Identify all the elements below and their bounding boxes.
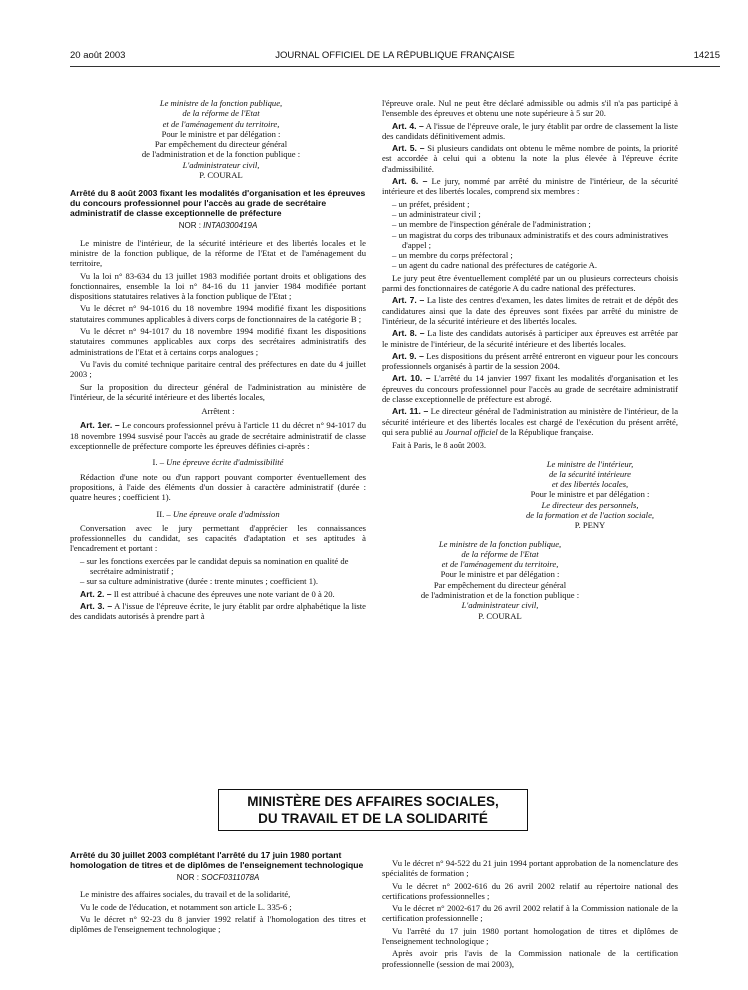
signature-line: de l'administration et de la fonction publique : [141,149,301,160]
nor-label: NOR : [176,873,199,882]
paragraph: Vu l'arrêté du 17 juin 1980 portant homologation de titres et diplômes de l'enseignement technologique ; [382,925,678,947]
arrete-title: Arrêté du 30 juillet 2003 complétant l'arrêté du 17 juin 1980 portant homologation de titres et de diplômes de l'enseignement technologique [70,850,364,870]
nor-label: NOR : [178,221,201,231]
arrete-title: Arrêté du 8 août 2003 fixant les modalités d'organisation et les épreuves du concours professionnel pour l'accès au grade de secrétaire administratif de classe exceptionnelle de préfecture [70,188,366,219]
article-text: Il est attribué à chacune des épreuves une note variant de 0 à 20. [113,588,335,599]
paragraph: Conversation avec le jury permettant d'apprécier les connaissances professionnelles du candidat, ses capacités d'adaptation et ses aptitudes à l'encadrement et portant : [70,522,366,554]
bottom-left-column [70,850,366,936]
article-text: Les dispositions du présent arrêté entreront en vigueur pour les concours professionnels organisés à partir de la session 2004. [382,350,678,372]
paragraph: Vu le décret n° 94-1017 du 18 novembre 1994 modifié fixant les dispositions statutaires communes applicables aux corps des secrétaires administratifs des administrations de l'Etat et à certains corps analogues ; [70,326,366,357]
signature-name: P. PENY [574,520,606,531]
section-number: II. – [156,508,171,519]
article-text: A l'issue de l'épreuve orale, le jury établit par ordre de classement la liste des candidats définitivement admis. [382,120,678,141]
article-11 [382,406,678,437]
signature-line: de la réforme de l'Etat [182,108,260,119]
signature-line: Par empêchement du directeur général [433,579,567,590]
article-3 [70,601,366,622]
signature-line: de l'administration et de la fonction publique : [420,590,580,601]
article-label: Art. 8. – [392,328,425,339]
article-4 [382,121,678,142]
article-8 [382,328,678,349]
list-item: – un agent du cadre national des préfectures de catégorie A. [392,260,597,271]
ministry-line: MINISTÈRE DES AFFAIRES SOCIALES, [247,794,499,809]
list-item: – un administrateur civil ; [392,208,481,219]
section-number: I. – [152,457,165,468]
article-label: Art. 9. – [392,350,424,361]
journal-title: JOURNAL OFFICIEL DE LA RÉPUBLIQUE FRANÇAISE [275,50,515,61]
article-label: Art. 1er. – [80,420,120,431]
signature-line: et de l'aménagement du territoire, [162,118,280,129]
paragraph: Le ministre des affaires sociales, du travail et de la solidarité, [80,889,291,900]
paragraph: Le jury peut être éventuellement complété par un ou plusieurs correcteurs choisis parmi des fonctionnaires de catégorie A du cadre national des préfectures. [382,272,678,294]
nor-reference [70,221,366,231]
list-item: – sur sa culture administrative (durée : trente minutes ; coefficient 1). [80,576,318,587]
section-title: Une épreuve écrite d'admissibilité [166,457,284,468]
list-item: – sur les fonctions exercées par le candidat depuis sa nomination en qualité de secrétaire administratif ; [80,555,349,576]
signature-line: de la sécurité intérieure [548,468,631,479]
page-number: 14215 [693,50,720,61]
article-label: Art. 3. – [80,600,113,611]
list-item: – un magistrat du corps des tribunaux administratifs et des cours administratives d'appel ; [392,229,669,250]
article-5 [382,143,678,174]
paragraph: Après avoir pris l'avis de la Commission nationale de la certification professionnelle (session de mai 2003), [382,948,678,969]
signature-line: Par empêchement du directeur général [154,139,288,150]
article-9 [382,351,678,372]
article-text: A l'issue de l'épreuve écrite, le jury établit par ordre alphabétique la liste des candidats autorisés à prendre part à [70,600,366,622]
bottom-right-column [382,858,678,971]
section-heading [70,509,366,519]
list-item: – un membre du corps préfectoral ; [392,250,513,261]
signature-line: Pour le ministre et par délégation : [530,489,650,500]
article-6 [382,176,678,197]
article-text: Le directeur général de l'administration au ministère de l'intérieur, de la sécurité intérieure et des libertés locales est chargé de l'exécution du présent arrêté, qui sera publié au [382,406,679,437]
article-text: Si plusieurs candidats ont obtenu le même nombre de points, la priorité est accordée à celui qui a obtenu la note la plus élevée à l'épreuve écrite d'admissibilité. [382,143,678,174]
signature-line: L'administrateur civil, [182,159,260,170]
signature-line: et de l'aménagement du territoire, [441,559,559,570]
signature-line: de la formation et de l'action sociale, [525,509,655,520]
article-text: L'arrêté du 14 janvier 1997 fixant les modalités d'organisation et les épreuves du concours professionnel pour l'accès au grade de secrétaire administratif de classe exceptionnelle de préfecture est abrogé. [382,373,679,405]
signature-fonction-publique [382,539,618,621]
section-heading [70,457,366,467]
signature-line: et des libertés locales, [551,479,629,490]
signature-line: de la réforme de l'Etat [461,548,539,559]
article-text: de la République française. [497,426,594,437]
signature-line: Pour le ministre et par délégation : [440,569,560,580]
ministry-heading [218,789,528,831]
article-label: Art. 2. – [80,588,112,599]
signature-line: Pour le ministre et par délégation : [161,128,281,139]
article-1 [70,420,366,451]
signature-line: L'administrateur civil, [461,600,539,611]
fait-a: Fait à Paris, le 8 août 2003. [392,440,487,451]
signature-line: Le ministre de la fonction publique, [159,98,283,108]
paragraph: l'épreuve orale. Nul ne peut être déclaré admissible ou admis s'il n'a pas participé à l'ensemble des épreuves et obtenu une note supérieure à 5 sur 20. [382,98,678,119]
article-7 [382,295,678,326]
issue-date: 20 août 2003 [70,50,126,61]
article-label: Art. 6. – [392,176,428,187]
article-label: Art. 10. – [392,373,431,384]
article-label: Art. 7. – [392,295,425,306]
paragraph: Sur la proposition du directeur général de l'administration au ministère de l'intérieur, de la sécurité intérieure et des libertés locales, [70,381,366,402]
right-column [382,98,678,621]
signature-name: P. COURAL [199,170,243,181]
list [70,556,366,587]
top-signature [76,98,366,180]
article-10 [382,373,678,404]
nor-code: SOCF0311078A [201,873,260,882]
article-label: Art. 4. – [392,120,424,131]
signature-line: Le ministre de la fonction publique, [438,538,562,549]
paragraph: Vu le décret n° 92-23 du 8 janvier 1992 relatif à l'homologation des titres et diplômes de l'enseignement technologique ; [70,913,366,935]
article-text: Le jury, nommé par arrêté du ministre de l'intérieur, de la sécurité intérieure et des libertés locales, comprend six membres : [382,176,678,197]
signature-name: P. COURAL [478,610,522,621]
paragraph: Vu le décret n° 2002-616 du 26 avril 2002 relatif au répertoire national des certifications professionnelles ; [382,880,678,901]
left-column [70,98,366,623]
paragraph: Vu le décret n° 94-1016 du 18 novembre 1994 modifié fixant les dispositions statutaires communes applicables à divers corps de fonctionnaires de la catégorie B ; [70,303,366,324]
jury-list [382,199,678,271]
paragraph: Vu l'avis du comité technique paritaire central des préfectures en date du 4 juillet 2003 ; [70,358,366,380]
article-text: La liste des candidats autorisés à participer aux épreuves est arrêtée par le ministre de l'intérieur, de la sécurité intérieure et des libertés locales. [382,328,678,349]
article-label: Art. 5. – [392,143,425,154]
paragraph: Vu le code de l'éducation, et notamment son article L. 335-6 ; [80,901,292,912]
section-title: Une épreuve orale d'admission [172,508,280,519]
article-label: Art. 11. – [392,406,429,417]
signature-line: Le ministre de l'intérieur, [546,458,634,469]
signature-interieur [502,459,678,531]
signature-line: Le directeur des personnels, [541,499,639,510]
header-rule [70,66,720,67]
paragraph: Rédaction d'une note ou d'un rapport pouvant comporter éventuellement des propositions, à l'aide des éléments d'un dossier à caractère administratif (durée : quatre heures ; coefficient 1). [70,471,366,503]
article-text: La liste des centres d'examen, les dates limites de retrait et de dépôt des candidatures ainsi que la date des épreuves sont fixées par arrêté du ministre de l'intérieur, de la sécurité intérieure et des libertés locales. [382,295,678,326]
paragraph: Vu le décret n° 94-522 du 21 juin 1994 portant approbation de la nomenclature des spécialités de formation ; [382,858,678,879]
paragraph: Vu le décret n° 2002-617 du 26 avril 2002 relatif à la Commission nationale de la certification professionnelle ; [382,903,678,924]
paragraph: Vu la loi n° 83-634 du 13 juillet 1983 modifiée portant droits et obligations des fonctionnaires, ensemble la loi n° 84-16 du 11 janvier 1984 modifiée portant dispositions statutaires relatives à la fonction publique de l'Etat ; [70,270,366,302]
list-item: – un membre de l'inspection générale de l'administration ; [392,219,591,230]
journal-officiel-italic: Journal officiel [445,426,498,437]
nor-reference [70,873,366,883]
arretent: Arrêtent : [201,406,235,417]
article-2 [70,589,366,599]
list-item: – un préfet, président ; [392,198,470,209]
article-text: Le concours professionnel prévu à l'article 11 du décret n° 94-1017 du 18 novembre 1994 susvisé pour l'accès au grade de secrétaire administratif de classe exceptionnelle de préfecture comporte les épreuves définies ci-après : [70,420,366,452]
ministry-line: DU TRAVAIL ET DE LA SOLIDARITÉ [258,811,488,826]
nor-code: INTA0300419A [203,221,258,231]
paragraph: Le ministre de l'intérieur, de la sécurité intérieure et des libertés locales et le ministre de la fonction publique, de la réforme de l'Etat et de l'aménagement du territoire, [70,237,366,269]
